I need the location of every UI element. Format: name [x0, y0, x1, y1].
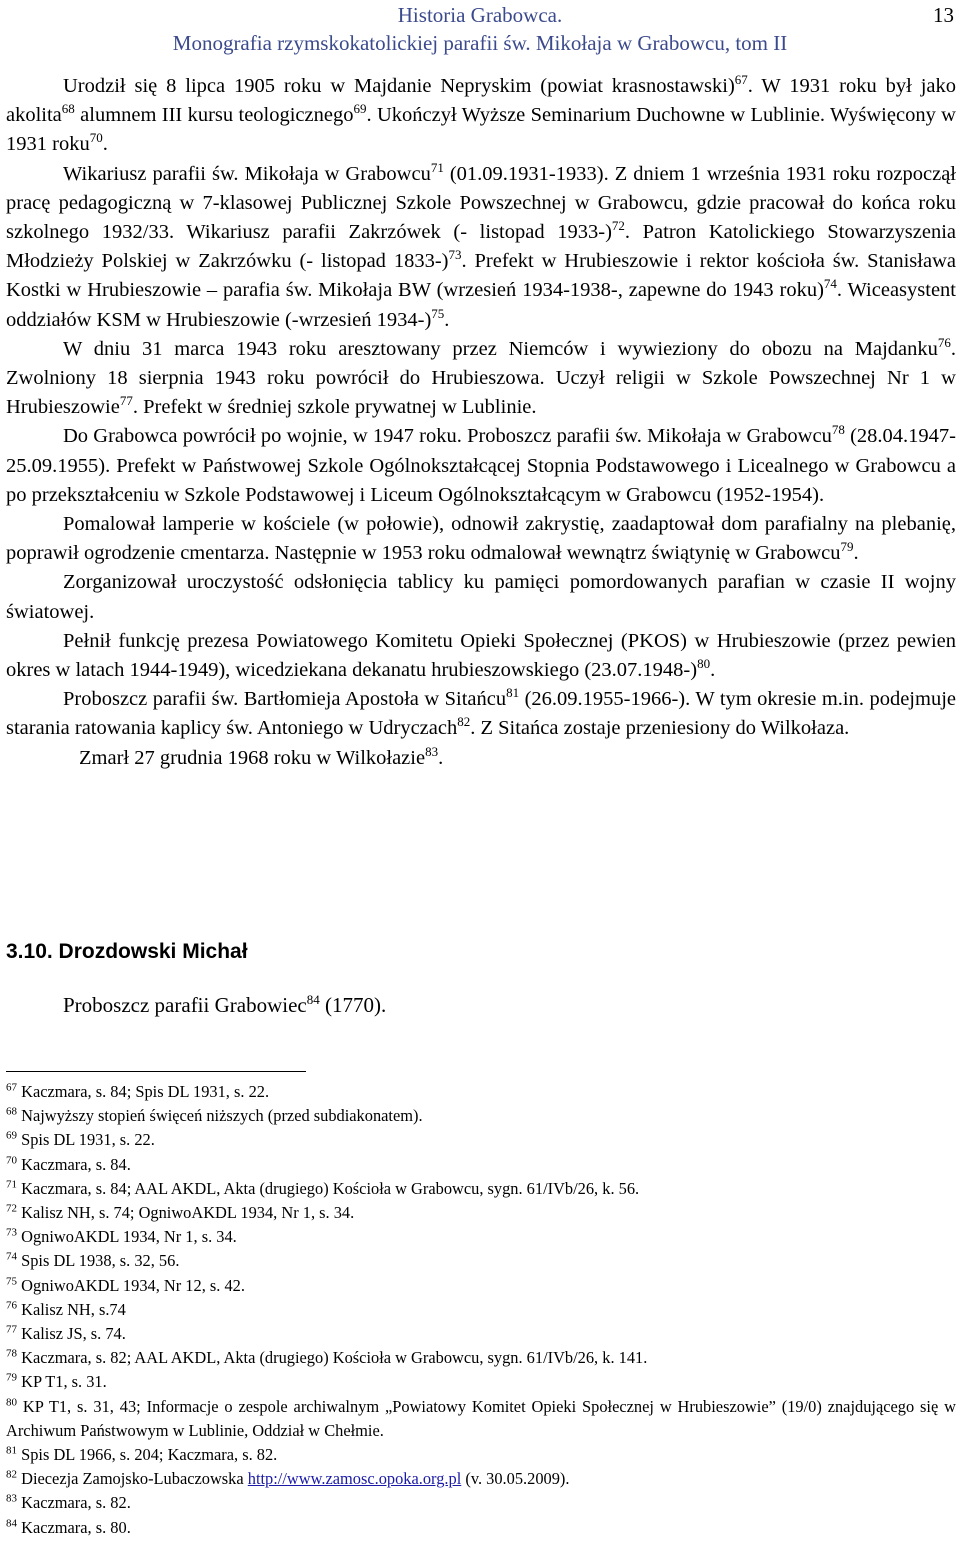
footnote-ref: 83	[425, 743, 439, 759]
footnote: $^{79}$ KP T1, s. 31.	[6, 1371, 107, 1392]
footnote-ref: 73	[448, 247, 462, 263]
footnote: $^{74}$ Spis DL 1938, s. 32, 56.	[6, 1250, 180, 1271]
footnote: $^{83}$ Kaczmara, s. 82.	[6, 1492, 131, 1513]
footnote: $^{67}$ Kaczmara, s. 84; Spis DL 1931, s. 22.	[6, 1081, 270, 1101]
footnote-ref: 82	[457, 714, 471, 730]
footnote-separator	[6, 1071, 306, 1072]
paragraph: Urodził się 8 lipca 1905 roku w Majdanie Nepryskim (powiat krasnostawski)$^{67}$. W 1931 roku był jako akolita$^{68}$ alumnem III kursu teologicznego$^{69}$. Ukończył Wyższe Seminarium Duchowne w Lublinie. Wyświęcony w 1931 roku$^{70}$.	[6, 72, 956, 156]
header-subtitle: Monografia rzymskokatolickiej parafii św. Mikołaja w Grabowcu, tom II	[172, 31, 788, 55]
footnote: $^{82}$ Diecezja Zamojsko-Lubaczowska http://www.zamosc.opoka.org.pl (v. 30.05.2009).	[6, 1468, 570, 1489]
footnote-ref: 76	[937, 335, 951, 350]
footnote: $^{76}$ Kalisz NH, s.74	[6, 1299, 126, 1319]
paragraph: W dniu 31 marca 1943 roku aresztowany przez Niemców i wywieziony do obozu na Majdanku$^{76}$. Zwolniony 18 sierpnia 1943 roku powrócił do Hrubieszowa. Uczył religii w Szkole Powszechnej Nr 1 w Hrubieszowie$^{77}$. Prefekt w średniej szkole prywatnej w Lublinie.	[6, 335, 956, 419]
footnote-ref: 68	[61, 101, 75, 117]
section-heading: 3.10. Drozdowski Michał	[6, 940, 248, 963]
footnote-link[interactable]: http://www.zamosc.opoka.org.pl	[247, 1469, 462, 1489]
paragraph: Wikariusz parafii św. Mikołaja w Grabowcu$^{71}$ (01.09.1931-1933). Z dniem 1 września 1931 roku rozpoczął pracę pedagogiczną w 7-klasowej Publicznej Szkole Powszechnej w Grabowcu, gdzie pracował do końca roku szkolnego 1932/33. Wikariusz parafii Zakrzówek (- listopad 1933-)$^{72}$. Patron Katolickiego Stowarzyszenia Młodzieży Polskiej w Zakrzówku (- listopad 1833-)$^{73}$. Prefekt w Hrubieszowie i rektor kościoła św. Stanisława Kostki w Hrubieszowie – parafia św. Mikołaja BW (wrzesień 1934-1938-, zapewne do 1943 roku)$^{74}$. Wiceasystent oddziałów KSM w Hrubieszowie (-wrzesień 1934-)$^{75}$.	[6, 159, 956, 331]
footnote-ref: 75	[431, 305, 445, 321]
paragraph: Pełnił funkcję prezesa Powiatowego Komitetu Opieki Społecznej (PKOS) w Hrubieszowie (przez pewien okres w latach 1944-1949), wicedziekana dekanatu hrubieszowskiego $(23.07.1948-)^{80}$.	[6, 629, 956, 682]
paragraph: Zorganizował uroczystość odsłonięcia tablicy ku pamięci pomordowanych parafian w czasie II wojny światowej.	[6, 571, 956, 623]
footnote: $^{68}$ Najwyższy stopień święceń niższych (przed subdiakonatem).	[6, 1105, 423, 1126]
paragraph: Do Grabowca powrócił po wojnie, w 1947 roku. Proboszcz parafii św. Mikołaja w Grabowcu$^{78}$ (28.04.1947-25.09.1955). Prefekt w Państwowej Szkole Ogólnokształcącej Stopnia Podstawowego i Licealnego w Grabowcu a po przekształceniu w Szkole Podstawowej i Liceum Ogólnokształcącym w Grabowcu (1952-1954).	[6, 422, 956, 506]
footnote-ref: 70	[89, 130, 103, 146]
footnote-ref: 72	[611, 218, 625, 234]
biography-text	[6, 72, 956, 773]
footnote: $^{78}$ Kaczmara, s. 82; AAL AKDL, Akta (drugiego) Kościoła w Grabowcu, sygn. 61/IVb/26, k. 141.	[6, 1347, 648, 1368]
paragraph: Pomalował lamperie w kościele (w połowie), odnowił zakrystię, zaadaptował dom parafialny na plebanię, poprawił ogrodzenie cmentarza. Następnie w 1953 roku odmalował wewnątrz świątynię w Grabowcu$^{79}$.	[6, 513, 956, 565]
page-number: 13	[933, 3, 954, 27]
footnote-ref: 77	[119, 393, 133, 409]
footnote: $^{75}$ OgniwoAKDL 1934, Nr 12, s. 42.	[6, 1275, 245, 1295]
footnote-ref: 67	[734, 72, 748, 88]
footnote-ref: 81	[506, 685, 520, 701]
footnote: $^{73}$ OgniwoAKDL 1934, Nr 1, s. 34.	[6, 1226, 237, 1247]
footnote-ref: 80	[697, 656, 711, 672]
footnote-ref: 78	[831, 422, 845, 438]
paragraph: Zmarł 27 grudnia 1968 roku w Wilkołazie$^{83}$.	[79, 743, 444, 769]
footnote-ref: 69	[353, 101, 367, 117]
footnote: $^{70}$ Kaczmara, s. 84.	[6, 1154, 131, 1174]
footnotes	[6, 1080, 956, 1540]
section-text: Proboszcz parafii Grabowiec$^{84}$ (1770).	[63, 992, 387, 1017]
footnote: $^{69}$ Spis DL 1931, s. 22.	[6, 1129, 155, 1150]
footnote: $^{77}$ Kalisz JS, s. 74.	[6, 1323, 126, 1344]
footnote: $^{71}$ Kaczmara, s. 84; AAL AKDL, Akta (drugiego) Kościoła w Grabowcu, sygn. 61/IVb/26, k. 56.	[6, 1178, 640, 1198]
footnote: $^{80}$ KP T1, s. 31, 43; Informacje o zespole archiwalnym „Powiatowy Komitet Opieki Społecznej w Hrubieszowie” (19/0) znajdującego się w Archiwum Państwowym w Lublinie, Oddział w Chełmie.	[6, 1396, 956, 1440]
footnote-ref: 71	[430, 159, 444, 175]
footnote-ref: 79	[840, 539, 854, 555]
paragraph: Proboszcz parafii św. Bartłomieja Apostoła w Sitańcu$^{81}$ (26.09.1955-1966-). W tym okresie m.in. podejmuje starania ratowania kaplicy św. Antoniego w Udryczach$^{82}$. Z Sitańca zostaje przeniesiony do Wilkołaza.	[6, 685, 956, 740]
footnote-ref: 84	[306, 992, 320, 1007]
footnote-ref: 74	[823, 276, 837, 292]
page-header	[0, 0, 960, 62]
footnote: $^{81}$ Spis DL 1966, s. 204; Kaczmara, s. 82.	[6, 1444, 278, 1465]
header-title: Historia Grabowca.	[397, 3, 563, 27]
footnote: $^{72}$ Kalisz NH, s. 74; OgniwoAKDL 1934, Nr 1, s. 34.	[6, 1202, 355, 1223]
footnote: $^{84}$ Kaczmara, s. 80.	[6, 1517, 131, 1537]
